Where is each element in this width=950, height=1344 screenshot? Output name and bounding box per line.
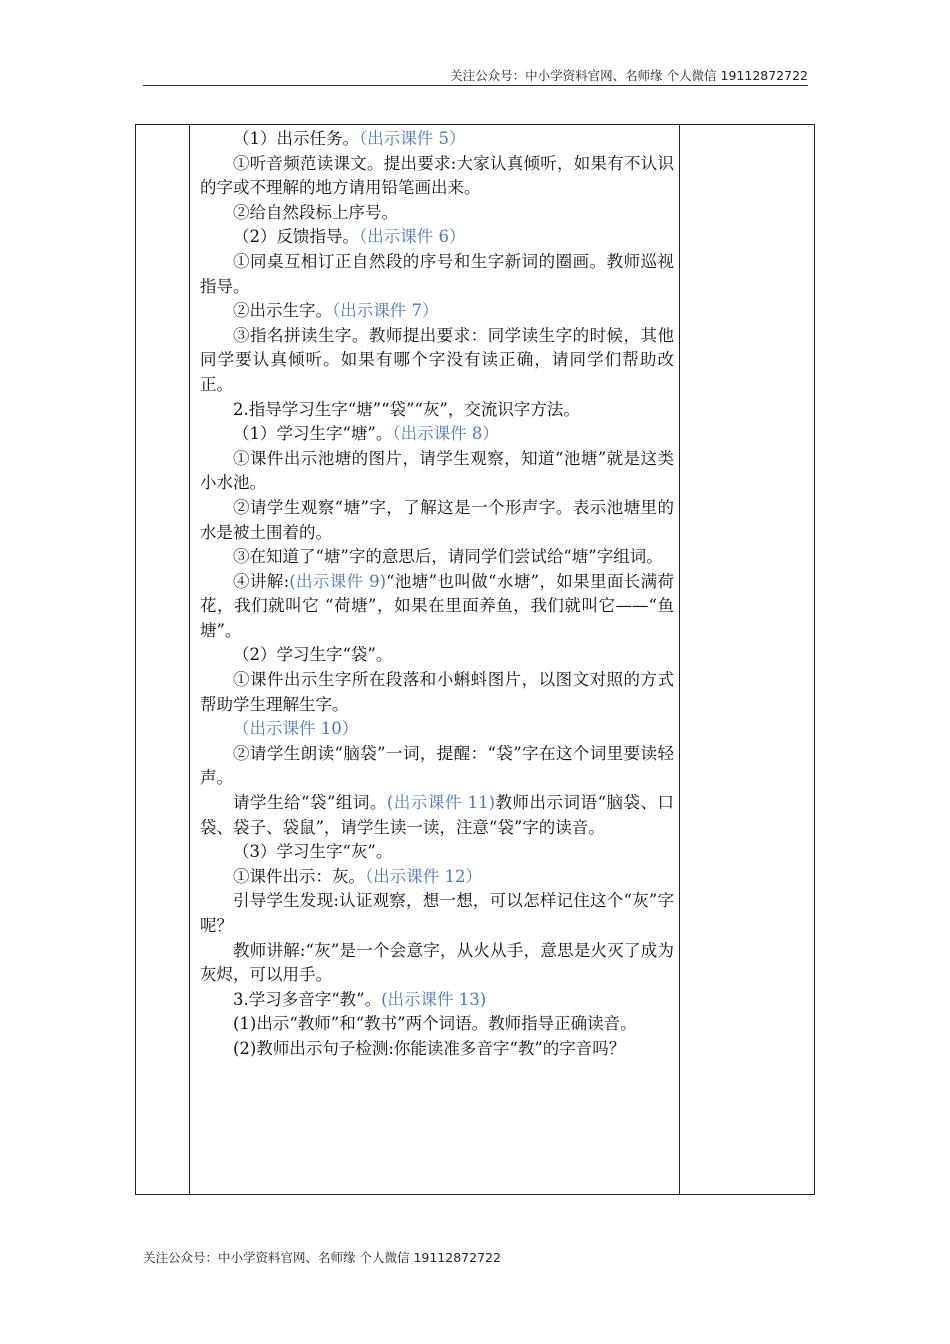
paragraph-text: 教师出示词语“脑袋、口袋、袋子、袋鼠”，请学生读一读，注意“袋”字的读音。: [200, 793, 675, 837]
courseware-reference: (出示课件 9): [289, 571, 387, 591]
courseware-reference: （出示课件 10）: [233, 719, 359, 739]
paragraph-text: ③指名拼读生字。教师提出要求：同学读生字的时候，其他同学要认真倾听。如果有哪个字没有读正确，请同学们帮助改正。: [200, 325, 674, 394]
lesson-paragraph: [200, 422, 674, 447]
lesson-table: [135, 124, 815, 1195]
paragraph-text: （3）学习生字“灰”。: [233, 842, 393, 862]
lesson-paragraph: [200, 643, 674, 668]
paragraph-text: ②给自然段标上序号。: [233, 202, 398, 222]
lesson-paragraph: [200, 988, 674, 1013]
courseware-reference: （出示课件 8）: [392, 424, 499, 444]
paragraph-text: (2)教师出示句子检测:你能读准多音字“教”的字音吗？: [233, 1038, 626, 1058]
paragraph-text: ②请学生朗读“脑袋”一词，提醒：“袋”字在这个词里要读轻声。: [200, 743, 674, 788]
paragraph-text: ④讲解:: [233, 571, 290, 591]
lesson-paragraph: [200, 840, 674, 865]
lesson-paragraph: [200, 742, 674, 791]
lesson-paragraph: [200, 152, 674, 201]
paragraph-text: 请学生给“袋”组词。: [233, 793, 387, 813]
courseware-reference: （出示课件 5）: [359, 129, 466, 148]
header-divider: [143, 85, 808, 86]
lesson-paragraph: [200, 1037, 674, 1062]
lesson-paragraph: [200, 299, 674, 324]
paragraph-text: ①课件出示：灰。: [233, 866, 365, 886]
lesson-paragraph: [200, 889, 674, 938]
lesson-paragraph: [200, 717, 674, 742]
paragraph-text: （1）学习生字“塘”。: [233, 424, 393, 444]
lesson-paragraph: [200, 496, 674, 545]
paragraph-text: ②出示生字。: [233, 301, 332, 321]
lesson-paragraph: [200, 939, 674, 988]
paragraph-text: ③在知道了“塘”字的意思后，请同学们尝试给“塘”字组词。: [233, 547, 663, 567]
lesson-paragraph: [200, 791, 674, 840]
paragraph-text: ①同桌互相订正自然段的序号和生字新词的圈画。教师巡视指导。: [200, 251, 674, 296]
lesson-paragraph: [200, 570, 674, 644]
courseware-reference: (出示课件 13): [381, 989, 487, 1009]
table-column-divider: [679, 125, 680, 1194]
paragraph-text: ①课件出示生字所在段落和小蝌蚪图片，以图文对照的方式帮助学生理解生字。: [200, 670, 674, 714]
lesson-paragraph: [200, 127, 674, 152]
page-footer-text: 关注公众号：中小学资料官网、名师缘 个人微信 19112872722: [143, 1250, 501, 1265]
lesson-paragraph: [200, 668, 674, 717]
paragraph-text: 2.指导学习生字“塘”“袋”“灰”，交流识字方法。: [233, 399, 580, 419]
lesson-paragraph: [200, 225, 674, 250]
lesson-paragraph: [200, 865, 674, 890]
courseware-reference: （出示课件 6）: [359, 227, 466, 247]
paragraph-text: “池塘”也叫做“水塘”，如果里面长满荷花，我们就叫它 “荷塘”，如果在里面养鱼，我们就叫它——“鱼塘”。: [200, 571, 674, 640]
paragraph-text: （2）学习生字“袋”。: [233, 645, 393, 665]
page-header-text: 关注公众号：中小学资料官网、名师缘 个人微信 19112872722: [450, 68, 808, 83]
lesson-paragraph: [200, 545, 674, 570]
paragraph-text: ①课件出示池塘的图片，请学生观察，知道“池塘”就是这类小水池。: [200, 448, 674, 493]
paragraph-text: 引导学生发现:认证观察，想一想，可以怎样记住这个“灰”字呢？: [200, 891, 674, 935]
paragraph-text: ②请学生观察“塘”字，了解这是一个形声字。表示池塘里的水是被土围着的。: [200, 497, 674, 542]
lesson-paragraph: [200, 250, 674, 299]
lesson-paragraph: [200, 324, 674, 398]
paragraph-text: （1）出示任务。: [233, 129, 359, 148]
lesson-paragraph: [200, 398, 674, 423]
paragraph-text: (1)出示“教师”和“教书”两个词语。教师指导正确读音。: [233, 1014, 637, 1034]
paragraph-text: 教师讲解:“灰”是一个会意字，从火从手，意思是火灭了成为灰烬，可以用手。: [200, 940, 674, 985]
teaching-process-cell: [200, 127, 674, 1062]
courseware-reference: （出示课件 12）: [365, 866, 482, 886]
courseware-reference: （出示课件 7）: [332, 301, 439, 321]
lesson-paragraph: [200, 447, 674, 496]
table-column-divider: [189, 125, 190, 1194]
paragraph-text: ①听音频范读课文。提出要求:大家认真倾听，如果有不认识的字或不理解的地方请用铅笔画出来。: [200, 153, 674, 198]
courseware-reference: (出示课件 11): [386, 793, 496, 813]
lesson-paragraph: [200, 201, 674, 226]
lesson-paragraph: [200, 1012, 674, 1037]
paragraph-text: （2）反馈指导。: [233, 227, 359, 247]
paragraph-text: 3.学习多音字“教”。: [233, 989, 382, 1009]
